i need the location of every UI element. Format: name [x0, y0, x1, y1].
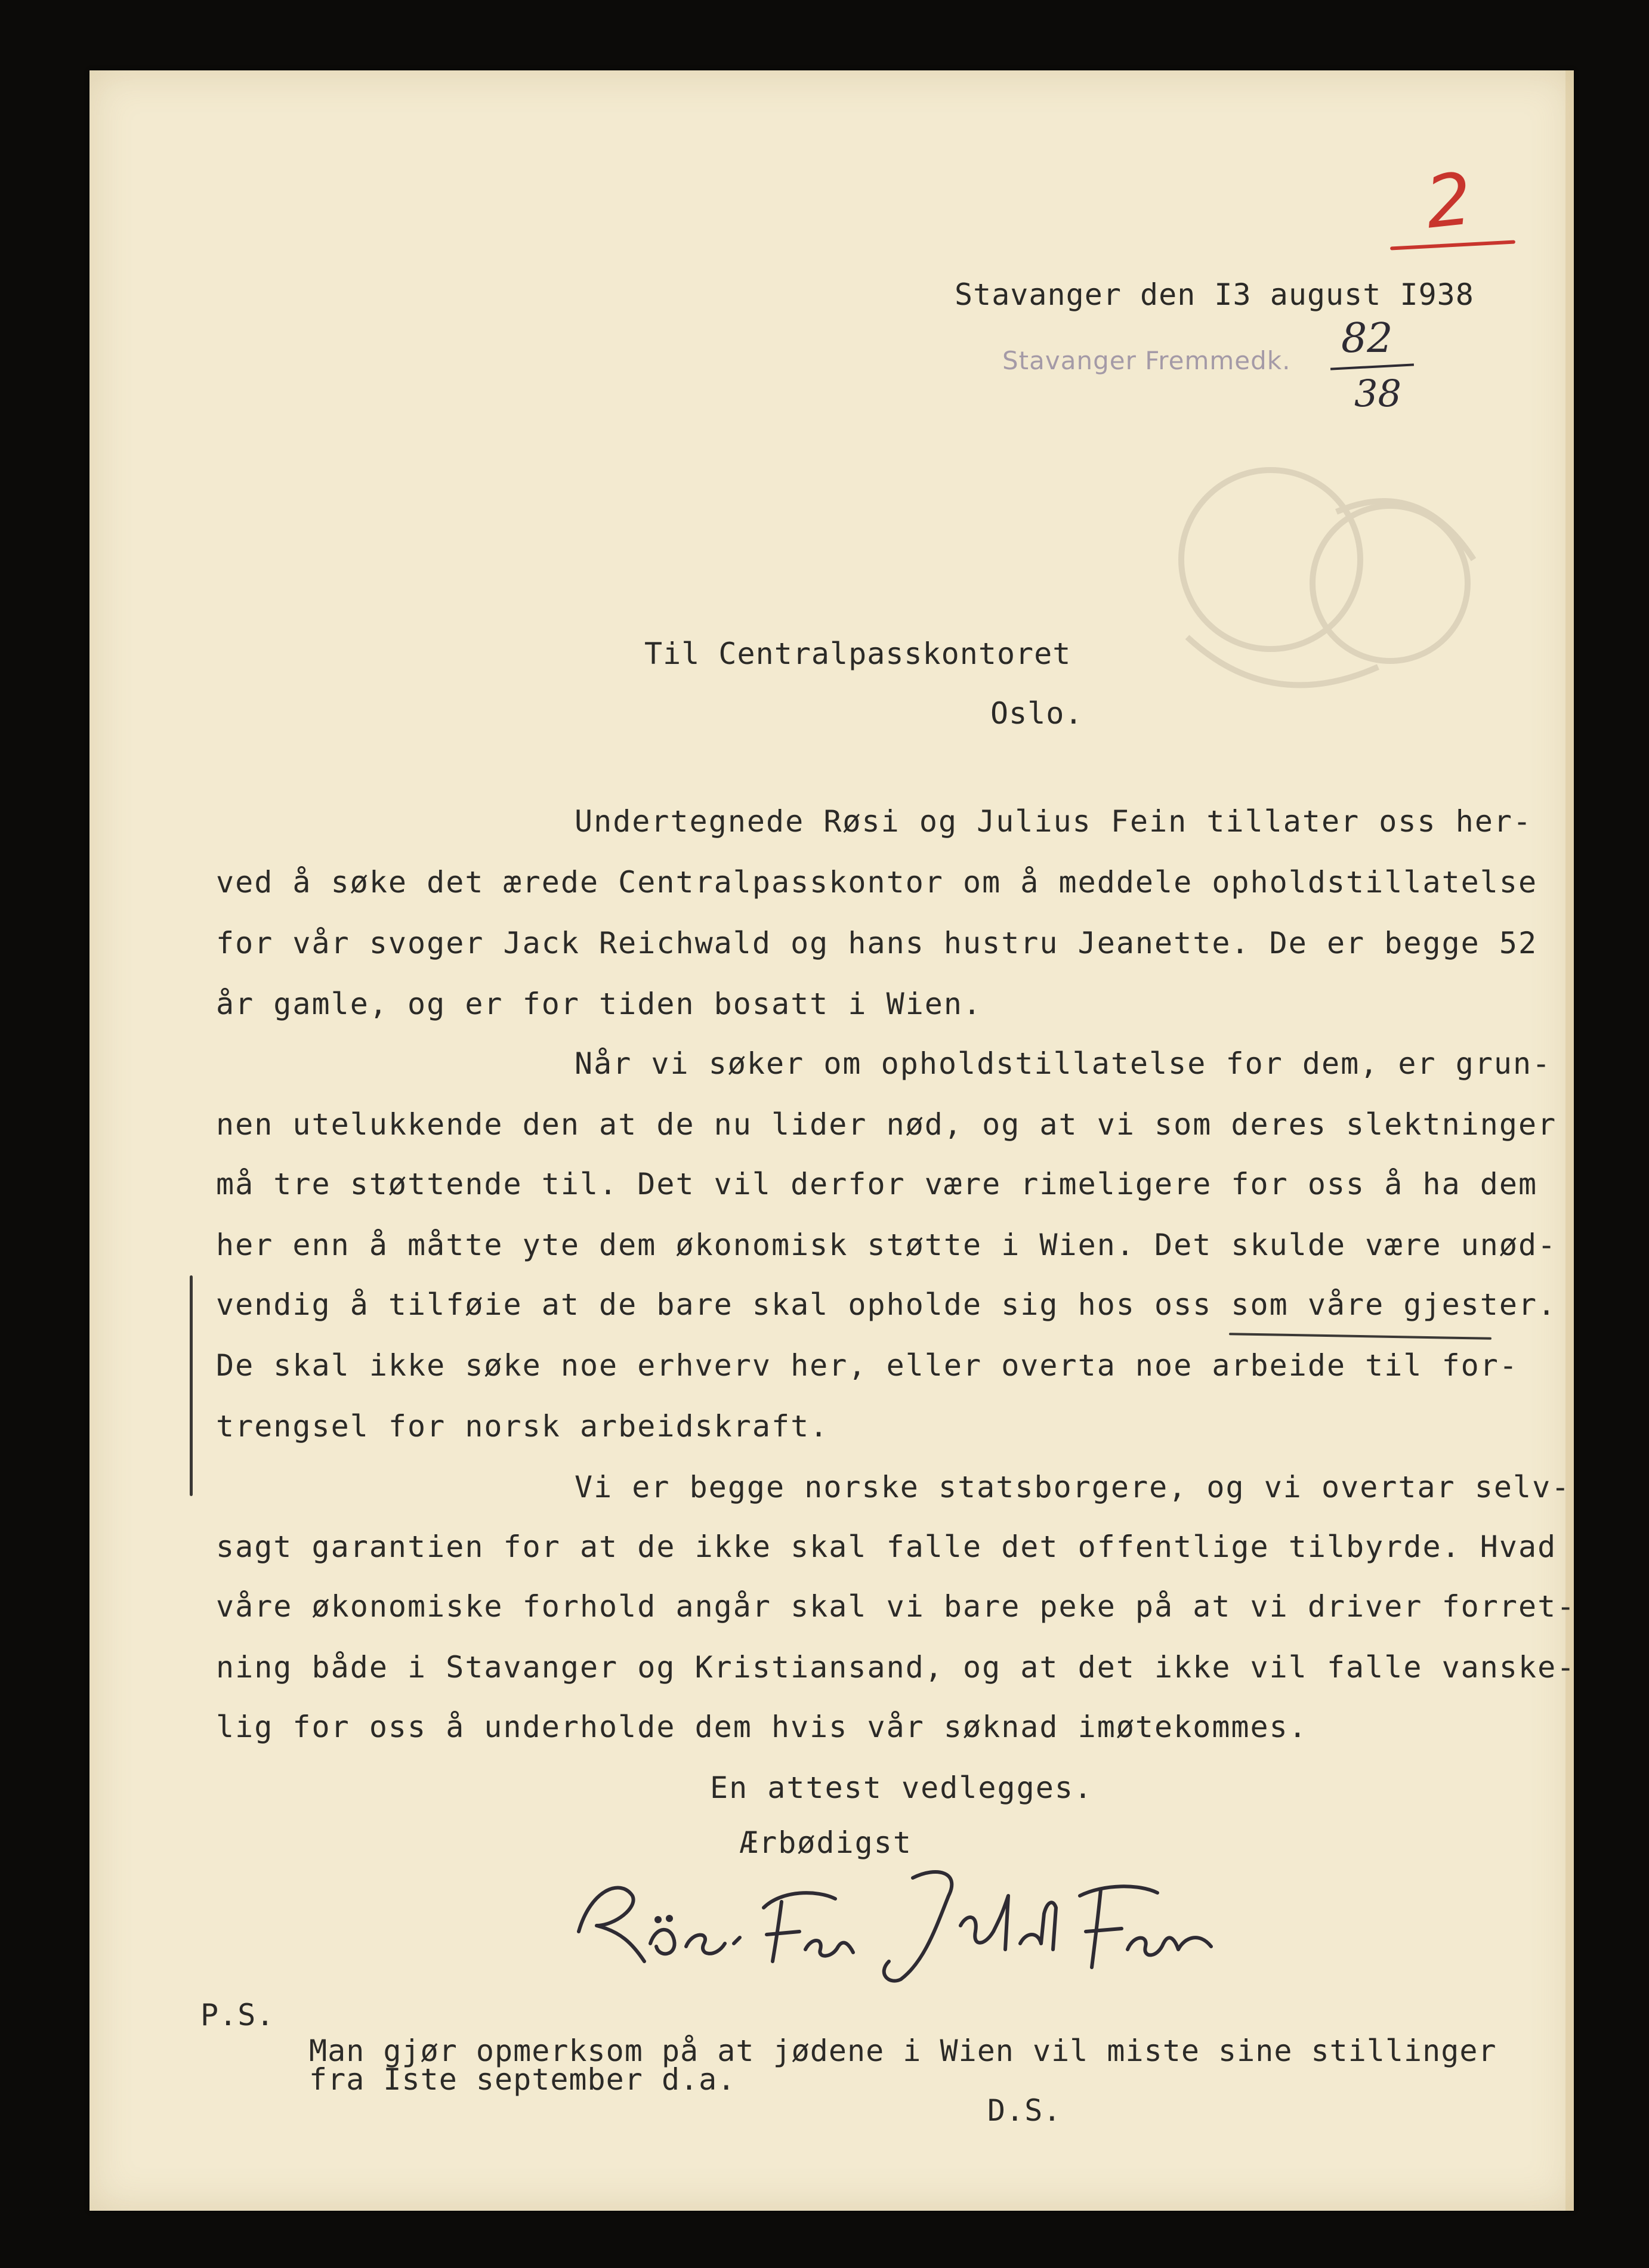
ps-label: P.S.	[200, 1998, 275, 2032]
letter-page	[89, 70, 1574, 2211]
recipient-line-2: Oslo.	[990, 696, 1083, 731]
body-line: nen utelukkende den at de nu lider nød, og at vi som deres slektninger	[216, 1107, 1557, 1142]
stamp-number-top: 82	[1341, 315, 1393, 362]
body-line: må tre støttende til. Det vil derfor være rimeligere for oss å ha dem	[216, 1167, 1538, 1201]
body-line: våre økonomiske forhold angår skal vi bare peke på at vi driver forret-	[216, 1589, 1576, 1624]
attachment-note: En attest vedlegges.	[710, 1770, 1094, 1805]
body-line: vendig å tilføie at de bare skal opholde sig hos oss som våre gjester.	[216, 1287, 1557, 1322]
body-line: ning både i Stavanger og Kristiansand, og at det ikke vil falle vanske-	[216, 1650, 1576, 1685]
stamp-fraction-line	[1330, 363, 1414, 370]
office-stamp: Stavanger Fremmedk.	[1002, 346, 1291, 375]
body-line: sagt garantien for at de ikke skal falle det offentlige tilbyrde. Hvad	[216, 1529, 1557, 1564]
body-line: trengsel for norsk arbeidskraft.	[216, 1409, 829, 1444]
body-line: år gamle, og er for tiden bosatt i Wien.	[216, 987, 983, 1021]
body-line: Undertegnede Røsi og Julius Fein tillater oss her-	[575, 804, 1533, 839]
paper-edge-shade	[1565, 70, 1574, 2211]
signatures	[567, 1842, 1402, 1985]
body-line: Vi er begge norske statsborgere, og vi overtar selv-	[575, 1470, 1571, 1504]
ps-line-2: fra Iste september d.a.	[309, 2062, 736, 2097]
margin-line-mark	[190, 1275, 193, 1496]
ps-line-1: Man gjør opmerksom på at jødene i Wien vil miste sine stillinger	[309, 2034, 1497, 2068]
body-line: for vår svoger Jack Reichwald og hans hustru Jeanette. De er begge 52	[216, 926, 1538, 960]
handwritten-underline	[1229, 1333, 1491, 1340]
recipient-line-1: Til Centralpasskontoret	[644, 636, 1071, 671]
body-line: her enn å måtte yte dem økonomisk støtte i Wien. Det skulde være unød-	[216, 1228, 1557, 1262]
place-date-line: Stavanger den I3 august I938	[955, 277, 1474, 312]
body-line: Når vi søker om opholdstillatelse for dem, er grun-	[575, 1046, 1552, 1081]
archive-page-number: 2	[1421, 157, 1476, 245]
body-line: De skal ikke søke noe erhverv her, eller overta noe arbeide til for-	[216, 1348, 1518, 1383]
body-line: ved å søke det ærede Centralpasskontor om å meddele opholdstillatelse	[216, 865, 1538, 900]
ps-end: D.S.	[987, 2093, 1062, 2128]
seal-watermark	[1140, 440, 1509, 750]
stamp-number-bottom: 38	[1354, 372, 1401, 415]
closing: Ærbødigst	[740, 1825, 912, 1860]
body-line: lig for oss å underholde dem hvis vår søknad imøtekommes.	[216, 1710, 1308, 1744]
